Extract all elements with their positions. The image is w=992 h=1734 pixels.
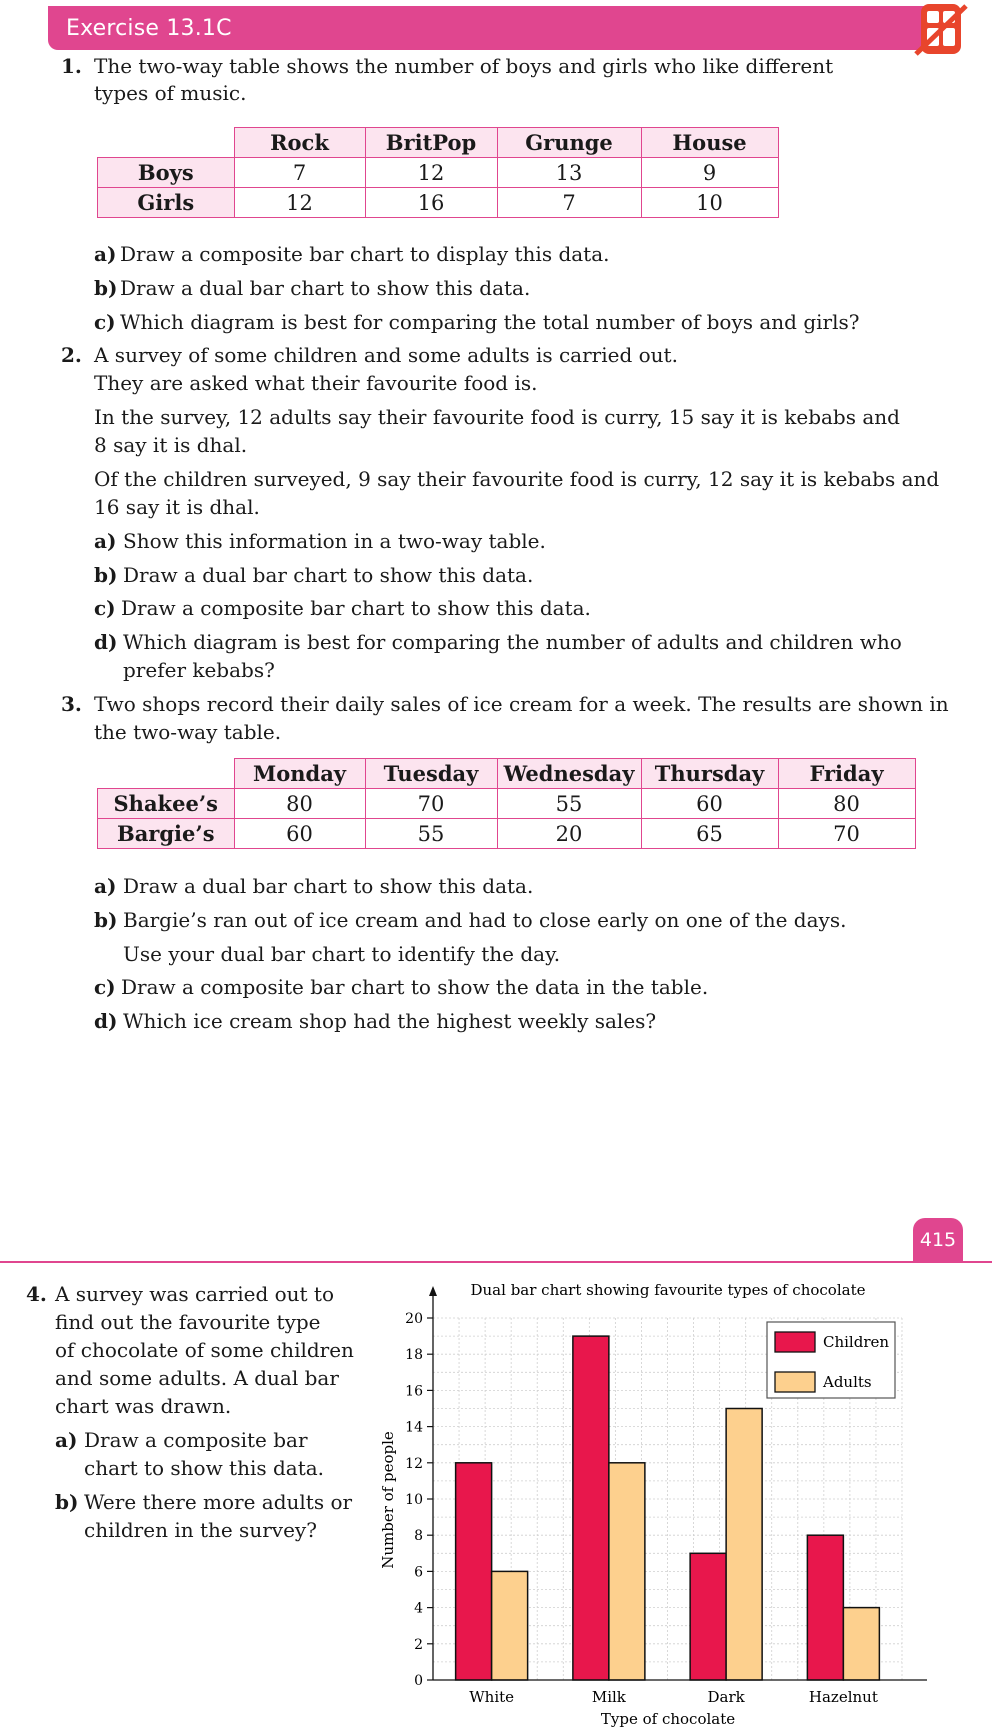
q4-part-label: a) bbox=[55, 1428, 78, 1452]
q2-text-line: They are asked what their favourite food is. bbox=[94, 371, 538, 395]
q3-part-label: d) bbox=[94, 1009, 118, 1033]
table-cell: 7 bbox=[234, 158, 365, 188]
q2-part-text: prefer kebabs? bbox=[123, 658, 275, 682]
q1-part-label: b) bbox=[94, 276, 118, 300]
page-number: 415 bbox=[913, 1218, 963, 1262]
q3-text-line: Two shops record their daily sales of ice cream for a week. The results are shown in bbox=[94, 692, 949, 716]
y-axis-arrow-icon bbox=[429, 1286, 437, 1296]
q4-text-line: of chocolate of some children bbox=[55, 1338, 354, 1362]
q4-text-line: chart was drawn. bbox=[55, 1394, 232, 1418]
y-tick-label: 20 bbox=[405, 1311, 423, 1327]
y-tick-label: 10 bbox=[405, 1492, 423, 1508]
table-cell: 60 bbox=[234, 819, 365, 849]
q1-part-label: c) bbox=[94, 310, 116, 334]
table-cell: 65 bbox=[641, 819, 778, 849]
row-label: Boys bbox=[98, 158, 235, 188]
table-header: Monday bbox=[234, 759, 365, 789]
bar-children-hazelnut bbox=[807, 1535, 843, 1680]
row-label: Bargie’s bbox=[98, 819, 235, 849]
y-tick-label: 4 bbox=[414, 1600, 423, 1617]
table-cell: 9 bbox=[641, 158, 778, 188]
table-cell: 80 bbox=[234, 789, 365, 819]
q3-part-text: Which ice cream shop had the highest weekly sales? bbox=[123, 1009, 657, 1033]
table-header: BritPop bbox=[365, 128, 497, 158]
q3-part-label: c) bbox=[94, 975, 116, 999]
q3-part-label: b) bbox=[94, 908, 118, 932]
legend-label: Adults bbox=[823, 1373, 872, 1391]
q2-part-label: a) bbox=[94, 529, 117, 553]
bar-adults-white bbox=[492, 1571, 528, 1680]
row-label: Shakee’s bbox=[98, 789, 235, 819]
q2-part-text: Draw a dual bar chart to show this data. bbox=[123, 563, 534, 587]
bar-children-white bbox=[456, 1463, 492, 1680]
y-tick-label: 16 bbox=[405, 1383, 423, 1400]
q2-text-line: A survey of some children and some adults is carried out. bbox=[94, 343, 678, 367]
table-cell: 16 bbox=[365, 188, 497, 218]
table-header: Rock bbox=[234, 128, 365, 158]
q2-part-label: d) bbox=[94, 630, 118, 654]
q3-number: 3. bbox=[61, 692, 82, 716]
table-cell: 12 bbox=[365, 158, 497, 188]
y-tick-label: 8 bbox=[414, 1528, 423, 1545]
q1-part-label: a) bbox=[94, 242, 117, 266]
x-tick-label: White bbox=[469, 1688, 515, 1706]
table-cell: 20 bbox=[497, 819, 641, 849]
table-header: Tuesday bbox=[365, 759, 497, 789]
q2-part-text: Show this information in a two-way table. bbox=[123, 529, 546, 553]
y-tick-label: 14 bbox=[405, 1419, 423, 1436]
q2-part-text: Which diagram is best for comparing the number of adults and children who bbox=[123, 630, 902, 654]
q3-text-line: the two-way table. bbox=[94, 720, 282, 744]
table-header: Wednesday bbox=[497, 759, 641, 789]
legend-swatch-children bbox=[775, 1332, 815, 1352]
legend-label: Children bbox=[823, 1333, 890, 1351]
y-tick-label: 12 bbox=[405, 1455, 423, 1472]
table-cell: 70 bbox=[365, 789, 497, 819]
q4-number: 4. bbox=[26, 1282, 47, 1306]
table-cell: 13 bbox=[497, 158, 641, 188]
x-tick-label: Dark bbox=[707, 1688, 745, 1706]
q1-text-line: types of music. bbox=[94, 81, 247, 105]
table-cell: 7 bbox=[497, 188, 641, 218]
q4-part-text: chart to show this data. bbox=[84, 1456, 325, 1480]
y-tick-label: 6 bbox=[414, 1564, 423, 1581]
exercise-title: Exercise 13.1C bbox=[66, 16, 232, 41]
q1-part-text: Draw a composite bar chart to display this data. bbox=[120, 242, 610, 266]
q1-part-text: Draw a dual bar chart to show this data. bbox=[120, 276, 531, 300]
q3-part-text: Draw a dual bar chart to show this data. bbox=[123, 874, 534, 898]
q3-part-text: Use your dual bar chart to identify the day. bbox=[123, 942, 561, 966]
table-cell: 60 bbox=[641, 789, 778, 819]
row-label: Girls bbox=[98, 188, 235, 218]
q2-part-text: Draw a composite bar chart to show this data. bbox=[121, 596, 591, 620]
q3-part-text: Draw a composite bar chart to show the data in the table. bbox=[121, 975, 709, 999]
bar-adults-hazelnut bbox=[843, 1608, 879, 1680]
table-cell: 55 bbox=[497, 789, 641, 819]
x-tick-label: Milk bbox=[591, 1688, 626, 1706]
table-cell: 10 bbox=[641, 188, 778, 218]
bar-adults-milk bbox=[609, 1463, 645, 1680]
q4-text-line: A survey was carried out to bbox=[55, 1282, 334, 1306]
bar-children-dark bbox=[690, 1553, 726, 1680]
q2-text-line: Of the children surveyed, 9 say their favourite food is curry, 12 say it is kebabs and bbox=[94, 467, 940, 491]
table-header: Grunge bbox=[497, 128, 641, 158]
table-header: House bbox=[641, 128, 778, 158]
q1-number: 1. bbox=[61, 54, 82, 78]
q1-text-line: The two-way table shows the number of boys and girls who like different bbox=[94, 54, 834, 78]
q2-part-label: b) bbox=[94, 563, 118, 587]
q4-text-line: find out the favourite type bbox=[55, 1310, 321, 1334]
q2-text-line: 16 say it is dhal. bbox=[94, 495, 260, 519]
q3-part-text: Bargie’s ran out of ice cream and had to close early on one of the days. bbox=[123, 908, 847, 932]
table-cell: 12 bbox=[234, 188, 365, 218]
y-tick-label: 18 bbox=[405, 1347, 423, 1364]
bar-adults-dark bbox=[726, 1409, 762, 1681]
x-tick-label: Hazelnut bbox=[808, 1688, 878, 1706]
q4-part-label: b) bbox=[55, 1490, 79, 1514]
q2-text-line: In the survey, 12 adults say their favourite food is curry, 15 say it is kebabs and bbox=[94, 405, 900, 429]
table-cell: 80 bbox=[778, 789, 915, 819]
q4-part-text: Draw a composite bar bbox=[84, 1428, 308, 1452]
q1-part-text: Which diagram is best for comparing the total number of boys and girls? bbox=[120, 310, 860, 334]
q2-part-label: c) bbox=[94, 596, 116, 620]
q2-text-line: 8 say it is dhal. bbox=[94, 433, 248, 457]
q3-part-label: a) bbox=[94, 874, 117, 898]
y-axis-label: Number of people bbox=[379, 1431, 397, 1569]
q4-text-line: and some adults. A dual bar bbox=[55, 1366, 339, 1390]
chart-title: Dual bar chart showing favourite types of chocolate bbox=[470, 1281, 866, 1299]
q2-number: 2. bbox=[61, 343, 82, 367]
q4-part-text: Were there more adults or bbox=[84, 1490, 353, 1514]
bar-children-milk bbox=[573, 1336, 609, 1680]
y-tick-label: 0 bbox=[414, 1673, 423, 1689]
table-cell: 70 bbox=[778, 819, 915, 849]
x-axis-label: Type of chocolate bbox=[600, 1710, 736, 1728]
table-cell: 55 bbox=[365, 819, 497, 849]
table-header: Friday bbox=[778, 759, 915, 789]
y-tick-label: 2 bbox=[414, 1636, 423, 1653]
q4-part-text: children in the survey? bbox=[84, 1518, 317, 1542]
table-header: Thursday bbox=[641, 759, 778, 789]
legend-swatch-adults bbox=[775, 1372, 815, 1392]
